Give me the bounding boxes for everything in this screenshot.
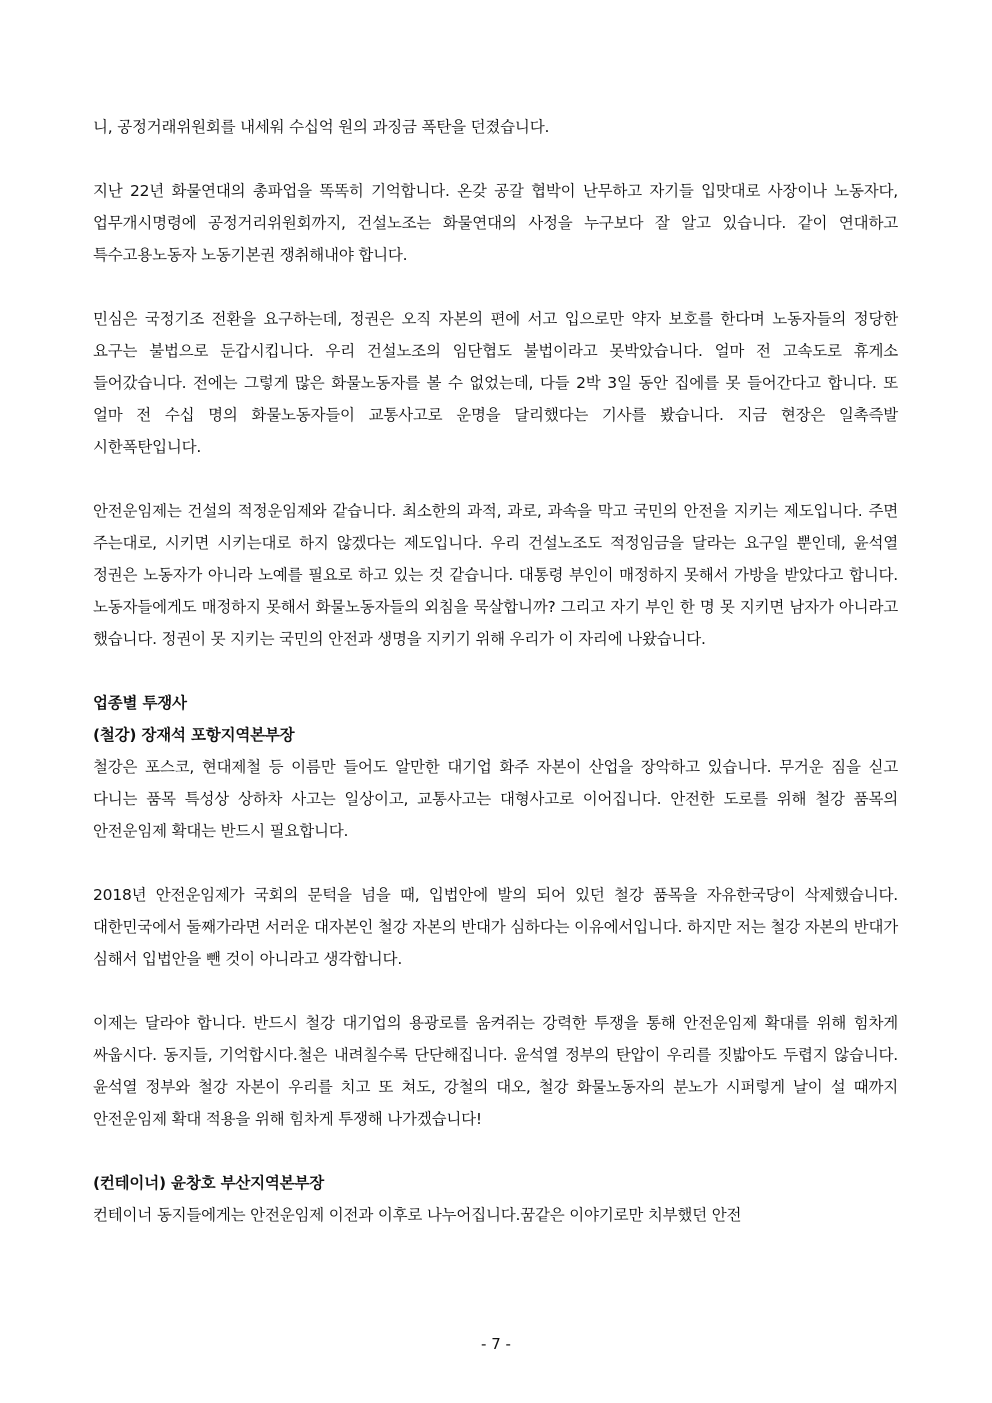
paragraph: 철강은 포스코, 현대제철 등 이름만 들어도 알만한 대기업 화주 자본이 산업을 장악하고 있습니다. 무거운 짐을 싣고 다니는 품목 특성상 상하차 사고는 일상이고, 교통사고는 대형사고로 이어집니다. 안전한 도로를 위해 철강 품목의 안전운임제 확대는 반드시 필요합니다. bbox=[93, 758, 898, 840]
paragraph: 민심은 국정기조 전환을 요구하는데, 정권은 오직 자본의 편에 서고 입으로만 약자 보호를 한다며 노동자들의 정당한 요구는 불법으로 둔갑시킵니다. 우리 건설노조의 임단협도 불법이라고 못박았습니다. 얼마 전 고속도로 휴게소 들어갔습니다. 전에는 그렇게 많은 화물노동자를 볼 수 없었는데, 다들 2박 3일 동안 집에를 못 들어간다고 합니다. 또 얼마 전 수십 명의 화물노동자들이 교통사고로 운명을 달리했다는 기사를 봤습니다. 지금 현장은 일촉즉발 시한폭탄입니다. bbox=[93, 310, 898, 456]
paragraph: 안전운임제는 건설의 적정운임제와 같습니다. 최소한의 과적, 과로, 과속을 막고 국민의 안전을 지키는 제도입니다. 주면 주는대로, 시키면 시키는대로 하지 않겠다는 제도입니다. 우리 건설노조도 적정임금을 달라는 요구일 뿐인데, 윤석열 정권은 노동자가 아니라 노예를 필요로 하고 있는 것 같습니다. 대통령 부인이 매정하지 못해서 가방을 받았다고 합니다. 노동자들에게도 매정하지 못해서 화물노동자들의 외침을 묵살합니까? 그리고 자기 부인 한 명 못 지키면 남자가 아니라고 했습니다. 정권이 못 지키는 국민의 안전과 생명을 지키기 위해 우리가 이 자리에 나왔습니다. bbox=[93, 502, 898, 648]
paragraph: 지난 22년 화물연대의 총파업을 똑똑히 기억합니다. 온갖 공갈 협박이 난무하고 자기들 입맛대로 사장이나 노동자다, 업무개시명령에 공정거리위원회까지, 건설노조는 화물연대의 사정을 누구보다 잘 알고 있습니다. 같이 연대하고 특수고용노동자 노동기본권 쟁취해내야 합니다. bbox=[93, 182, 898, 264]
paragraph: 이제는 달라야 합니다. 반드시 철강 대기업의 용광로를 움켜쥐는 강력한 투쟁을 통해 안전운임제 확대를 위해 힘차게 싸웁시다. 동지들, 기억합시다.철은 내려칠수록 단단해집니다. 윤석열 정부의 탄압이 우리를 짓밟아도 두렵지 않습니다. 윤석열 정부와 철강 자본이 우리를 치고 또 쳐도, 강철의 대오, 철강 화물노동자의 분노가 시퍼렇게 날이 설 때까지 안전운임제 확대 적용을 위해 힘차게 투쟁해 나가겠습니다! bbox=[93, 1014, 898, 1128]
section-heading: 업종별 투쟁사 bbox=[93, 694, 187, 712]
page-number: - 7 - bbox=[481, 1335, 511, 1353]
paragraph: 2018년 안전운임제가 국회의 문턱을 넘을 때, 입법안에 발의 되어 있던 철강 품목을 자유한국당이 삭제했습니다. 대한민국에서 둘째가라면 서러운 대자본인 철강 자본의 반대가 심하다는 이유에서입니다. 하지만 저는 철강 자본의 반대가 심해서 입법안을 뺀 것이 아니라고 생각합니다. bbox=[93, 886, 898, 968]
paragraph: 니, 공정거래위원회를 내세워 수십억 원의 과징금 폭탄을 던졌습니다. bbox=[93, 118, 550, 136]
speaker-heading-steel: (철강) 장재석 포항지역본부장 bbox=[93, 726, 295, 744]
paragraph-gap bbox=[93, 847, 898, 879]
document-body bbox=[93, 111, 898, 1231]
paragraph-gap bbox=[93, 271, 898, 303]
paragraph-gap bbox=[93, 655, 898, 687]
paragraph-gap bbox=[93, 143, 898, 175]
paragraph-gap bbox=[93, 1135, 898, 1167]
paragraph-gap bbox=[93, 975, 898, 1007]
speaker-heading-container: (컨테이너) 윤창호 부산지역본부장 bbox=[93, 1174, 324, 1192]
paragraph: 컨테이너 동지들에게는 안전운임제 이전과 이후로 나누어집니다.꿈같은 이야기로만 치부했던 안전 bbox=[93, 1206, 742, 1224]
paragraph-gap bbox=[93, 463, 898, 495]
